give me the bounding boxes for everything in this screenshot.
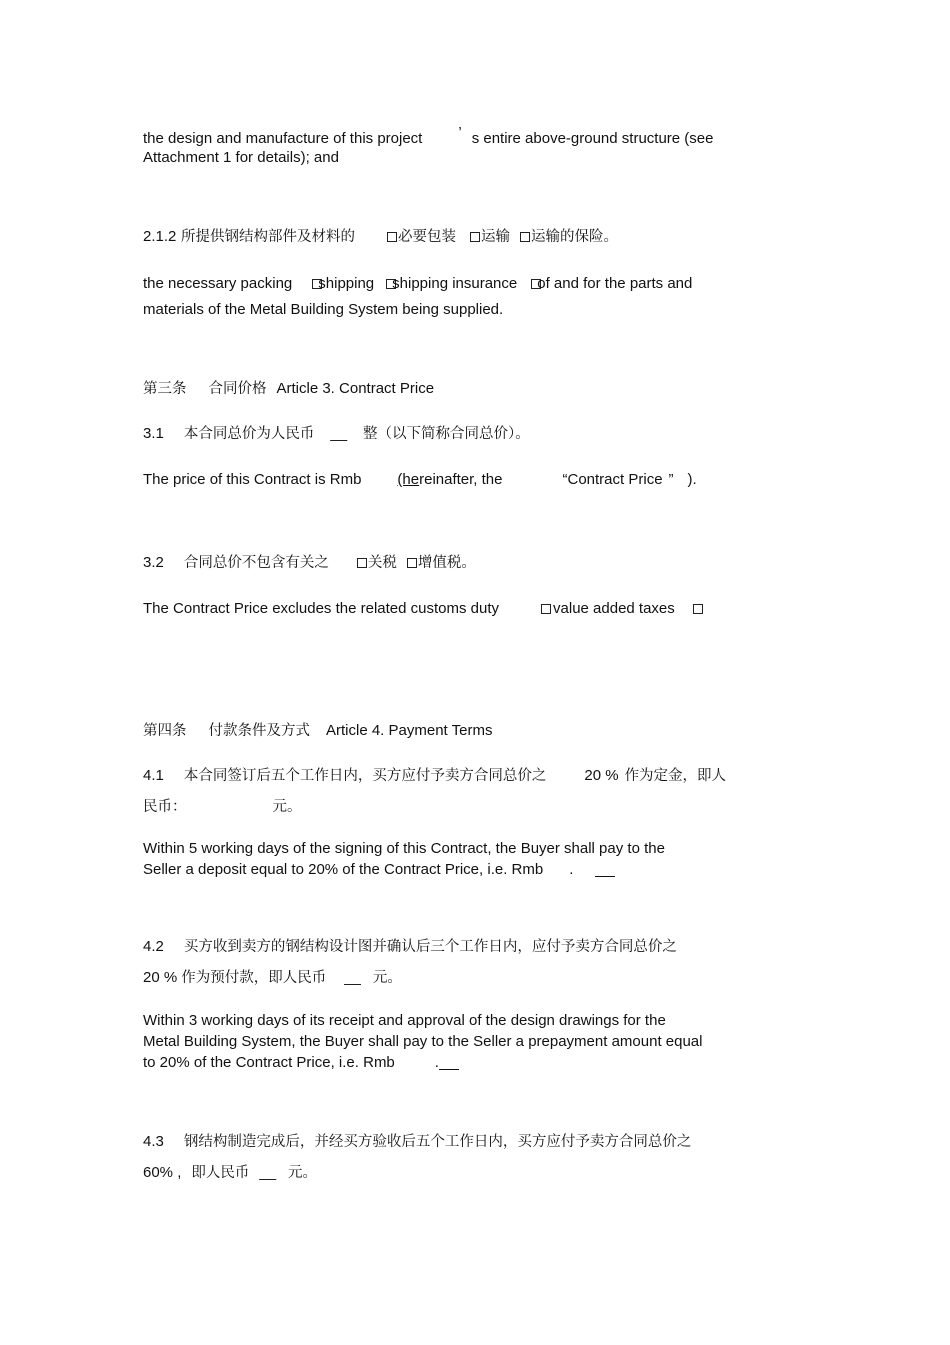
- clause-3-2-zh-a: 合同总价不包含有关之: [183, 555, 329, 571]
- article-3-zh-title: 合同价格: [208, 381, 267, 397]
- clause-3-1-en-term: Contract Price: [567, 471, 663, 488]
- clause-3-2-en: [143, 600, 704, 618]
- amount-blank[interactable]: [439, 1055, 459, 1070]
- clause-2-1-2-en: [143, 275, 692, 293]
- clause-number: 4.2: [143, 938, 164, 955]
- clause-3-1-zh-a: 本合同总价为人民币: [183, 426, 315, 442]
- clause-3-1-zh-b: 整（以下简称合同总价）。: [363, 426, 530, 442]
- clause-4-3-zh-line1: 钢结构制造完成后，并经买方验收后五个工作日内，买方应付予卖方合同总价之: [183, 1134, 692, 1150]
- clause-number: 4.3: [143, 1133, 164, 1150]
- clause-4-2-zh-line2: [143, 969, 402, 987]
- clause-2-1-2-en-line2: [143, 301, 503, 319]
- article-4-heading: [143, 722, 492, 740]
- clause-2-1-2-en-tail: of and for the parts and: [537, 275, 693, 292]
- clause-4-1-en-line1: [143, 840, 665, 858]
- checkbox-customs-zh[interactable]: [357, 558, 367, 568]
- amount-blank[interactable]: __: [344, 969, 361, 986]
- option-packing-zh: 必要包装: [397, 229, 456, 245]
- clause-4-2-en-dot: .: [434, 1054, 439, 1071]
- checkbox-packing-zh[interactable]: [387, 232, 397, 242]
- article-4-zh-title: 付款条件及方式: [208, 723, 310, 739]
- clause-4-1-en-text1: Within 5 working days of the signing of this Contract, the Buyer shall pay to the: [143, 840, 665, 857]
- clause-4-2-en-text1: Within 3 working days of its receipt and approval of the design drawings for the: [143, 1012, 666, 1029]
- scope-line-2: [143, 149, 339, 167]
- clause-2-1-2-zh-lead: 所提供钢结构部件及材料的: [180, 229, 355, 245]
- option-insurance-en: shipping insurance: [392, 275, 518, 292]
- clause-4-1-zh-rmb: 民币：: [143, 799, 187, 815]
- scope-text-line2: Attachment 1 for details); and: [143, 149, 339, 166]
- clause-number: 3.1: [143, 425, 164, 442]
- article-3-zh-num: 第三条: [143, 381, 187, 397]
- clause-number: 4.1: [143, 767, 164, 784]
- close-quote: ”: [668, 471, 674, 488]
- amount-blank[interactable]: __: [330, 425, 348, 442]
- clause-4-1-zh-b: 作为定金，即人: [624, 768, 727, 784]
- clause-3-1-en-underlined: (he: [397, 471, 420, 488]
- article-3-heading: [143, 380, 434, 398]
- clause-4-2-zh-yuan: 元。: [372, 970, 402, 986]
- clause-2-1-2-en-lead: the necessary packing: [143, 275, 293, 292]
- clause-4-3-zh-b: 即人民币: [191, 1165, 250, 1181]
- clause-4-1-zh-a: 本合同签订后五个工作日内，买方应付予卖方合同总价之: [183, 768, 547, 784]
- scope-line-1: [143, 124, 713, 148]
- clause-4-1-zh-line2: [143, 798, 302, 816]
- clause-4-2-en-line2: [143, 1033, 702, 1051]
- clause-4-2-en-text3: to 20% of the Contract Price, i.e. Rmb: [143, 1054, 395, 1071]
- clause-2-1-2-en-line2-text: materials of the Metal Building System being supplied.: [143, 301, 504, 318]
- article-3-en-title: Article 3. Contract Price: [276, 380, 435, 397]
- clause-4-1-zh: [143, 767, 726, 785]
- clause-4-2-zh: [143, 938, 677, 956]
- clause-3-1-en-a: The price of this Contract is Rmb: [143, 471, 362, 488]
- clause-4-2-en-text2: Metal Building System, the Buyer shall pay to the Seller a prepayment amount equal: [143, 1033, 703, 1050]
- checkbox-insurance-zh[interactable]: [520, 232, 530, 242]
- clause-3-2-en-a: The Contract Price excludes the related customs duty: [143, 600, 500, 617]
- clause-4-1-en-dot: .: [569, 861, 574, 878]
- checkbox-shipping-zh[interactable]: [470, 232, 480, 242]
- clause-3-1-zh: [143, 425, 530, 443]
- apostrophe-mark: ’: [458, 124, 462, 141]
- clause-number: 3.2: [143, 554, 164, 571]
- open-quote: “: [562, 471, 568, 488]
- clause-3-2-zh: [143, 554, 476, 572]
- deposit-percent: 20 %: [584, 767, 619, 784]
- checkbox-vat-en[interactable]: [693, 604, 703, 614]
- clause-4-1-zh-yuan: 元。: [272, 799, 302, 815]
- clause-4-1-en-line2: [143, 861, 615, 879]
- clause-4-2-en-line1: [143, 1012, 666, 1030]
- clause-3-1-en-end: ).: [687, 471, 697, 488]
- article-4-zh-num: 第四条: [143, 723, 187, 739]
- clause-4-2-en-line3: [143, 1054, 459, 1072]
- scope-text-a: the design and manufacture of this project: [143, 130, 423, 147]
- option-shipping-en: shipping: [318, 275, 375, 292]
- checkbox-vat-zh[interactable]: [407, 558, 417, 568]
- option-vat-zh: 增值税。: [417, 555, 476, 571]
- amount-blank[interactable]: __: [259, 1164, 277, 1181]
- option-customs-zh: 关税: [367, 555, 397, 571]
- option-vat-en: value added taxes: [553, 600, 675, 617]
- clause-2-1-2-zh: [143, 228, 618, 246]
- option-shipping-zh: 运输: [480, 229, 510, 245]
- article-4-en-title: Article 4. Payment Terms: [326, 722, 493, 739]
- clause-4-2-zh-b: 作为预付款，即人民币: [181, 970, 327, 986]
- clause-3-1-en: [143, 471, 697, 489]
- amount-blank[interactable]: [595, 862, 615, 877]
- prepayment-percent: 20 %: [143, 969, 178, 986]
- clause-4-2-zh-line1: 买方收到卖方的钢结构设计图并确认后三个工作日内，应付予卖方合同总价之: [183, 939, 677, 955]
- clause-4-3-zh-line2: [143, 1164, 317, 1182]
- checkbox-customs-en[interactable]: [541, 604, 551, 614]
- clause-4-1-en-text2: Seller a deposit equal to 20% of the Contract Price, i.e. Rmb: [143, 861, 544, 878]
- clause-number: 2.1.2: [143, 228, 177, 245]
- clause-3-1-en-b: reinafter, the: [419, 471, 503, 488]
- clause-4-3-zh-yuan: 元。: [288, 1165, 318, 1181]
- option-insurance-zh: 运输的保险。: [530, 229, 618, 245]
- balance-percent: 60% ,: [143, 1164, 182, 1181]
- scope-text-b: s entire above-ground structure (see: [471, 130, 714, 147]
- clause-4-3-zh: [143, 1133, 691, 1151]
